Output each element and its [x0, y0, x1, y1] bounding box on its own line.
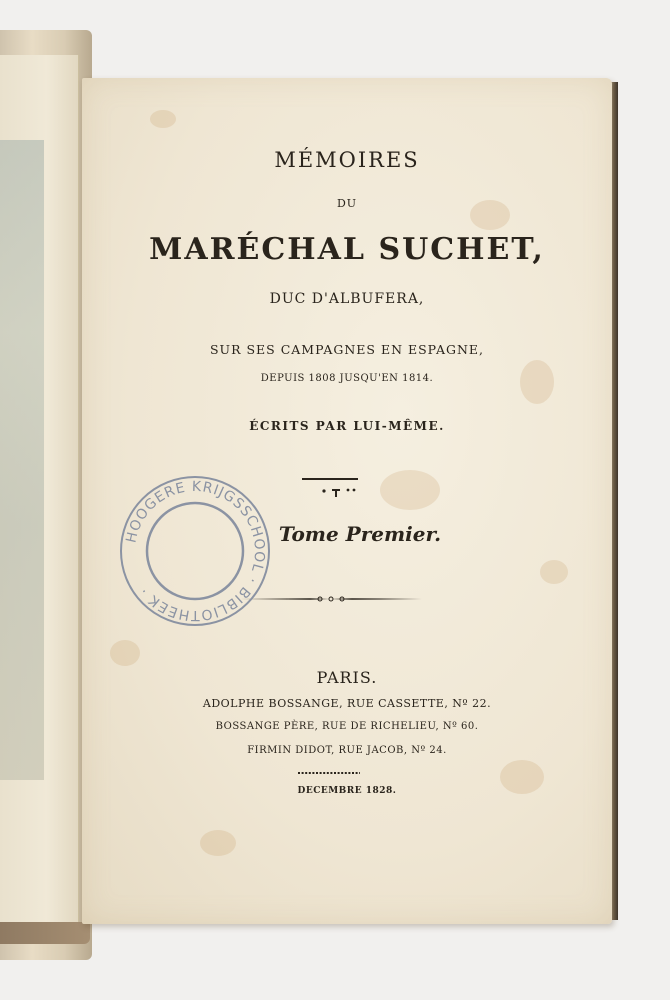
title-marechal-suchet: MARÉCHAL SUCHET,: [149, 232, 545, 267]
library-stamp: [118, 474, 272, 628]
ornament-small: [318, 486, 360, 500]
svg-text:HOOGERE KRIJGSSCHOOL · BIBLIOT: HOOGERE KRIJGSSCHOOL · BIBLIOTHEEK ·: [123, 478, 268, 624]
imprint-publisher-2: BOSSANGE PÈRE, RUE DE RICHELIEU, Nº 60.: [215, 721, 479, 732]
imprint-publisher-1: ADOLPHE BOSSANGE, RUE CASSETTE, Nº 22.: [202, 697, 492, 710]
subtitle-dates: DEPUIS 1808 JUSQU'EN 1814.: [260, 373, 434, 384]
title-duc-albufera: DUC D'ALBUFERA,: [269, 291, 425, 307]
foxing-spot: [540, 560, 568, 584]
title-du: DU: [336, 197, 358, 210]
binding-corner: [0, 922, 90, 944]
foxing-spot: [150, 110, 176, 128]
imprint-publisher-3: FIRMIN DIDOT, RUE JACOB, Nº 24.: [247, 745, 447, 756]
left-page-plate: [0, 140, 44, 780]
imprint-date: DECEMBRE 1828.: [297, 786, 397, 796]
title-memoires: MÉMOIRES: [274, 148, 420, 172]
subtitle-campagnes: SUR SES CAMPAGNES EN ESPAGNE,: [209, 342, 484, 357]
foxing-spot: [110, 640, 140, 666]
foxing-spot: [380, 470, 440, 510]
foxing-spot: [200, 830, 236, 856]
volume-label: Tome Premier.: [278, 522, 442, 546]
imprint-city: PARIS.: [316, 668, 378, 687]
short-rule: [302, 478, 358, 480]
subtitle-ecrits: ÉCRITS PAR LUI-MÊME.: [249, 419, 445, 433]
dotted-rule: [298, 770, 360, 776]
